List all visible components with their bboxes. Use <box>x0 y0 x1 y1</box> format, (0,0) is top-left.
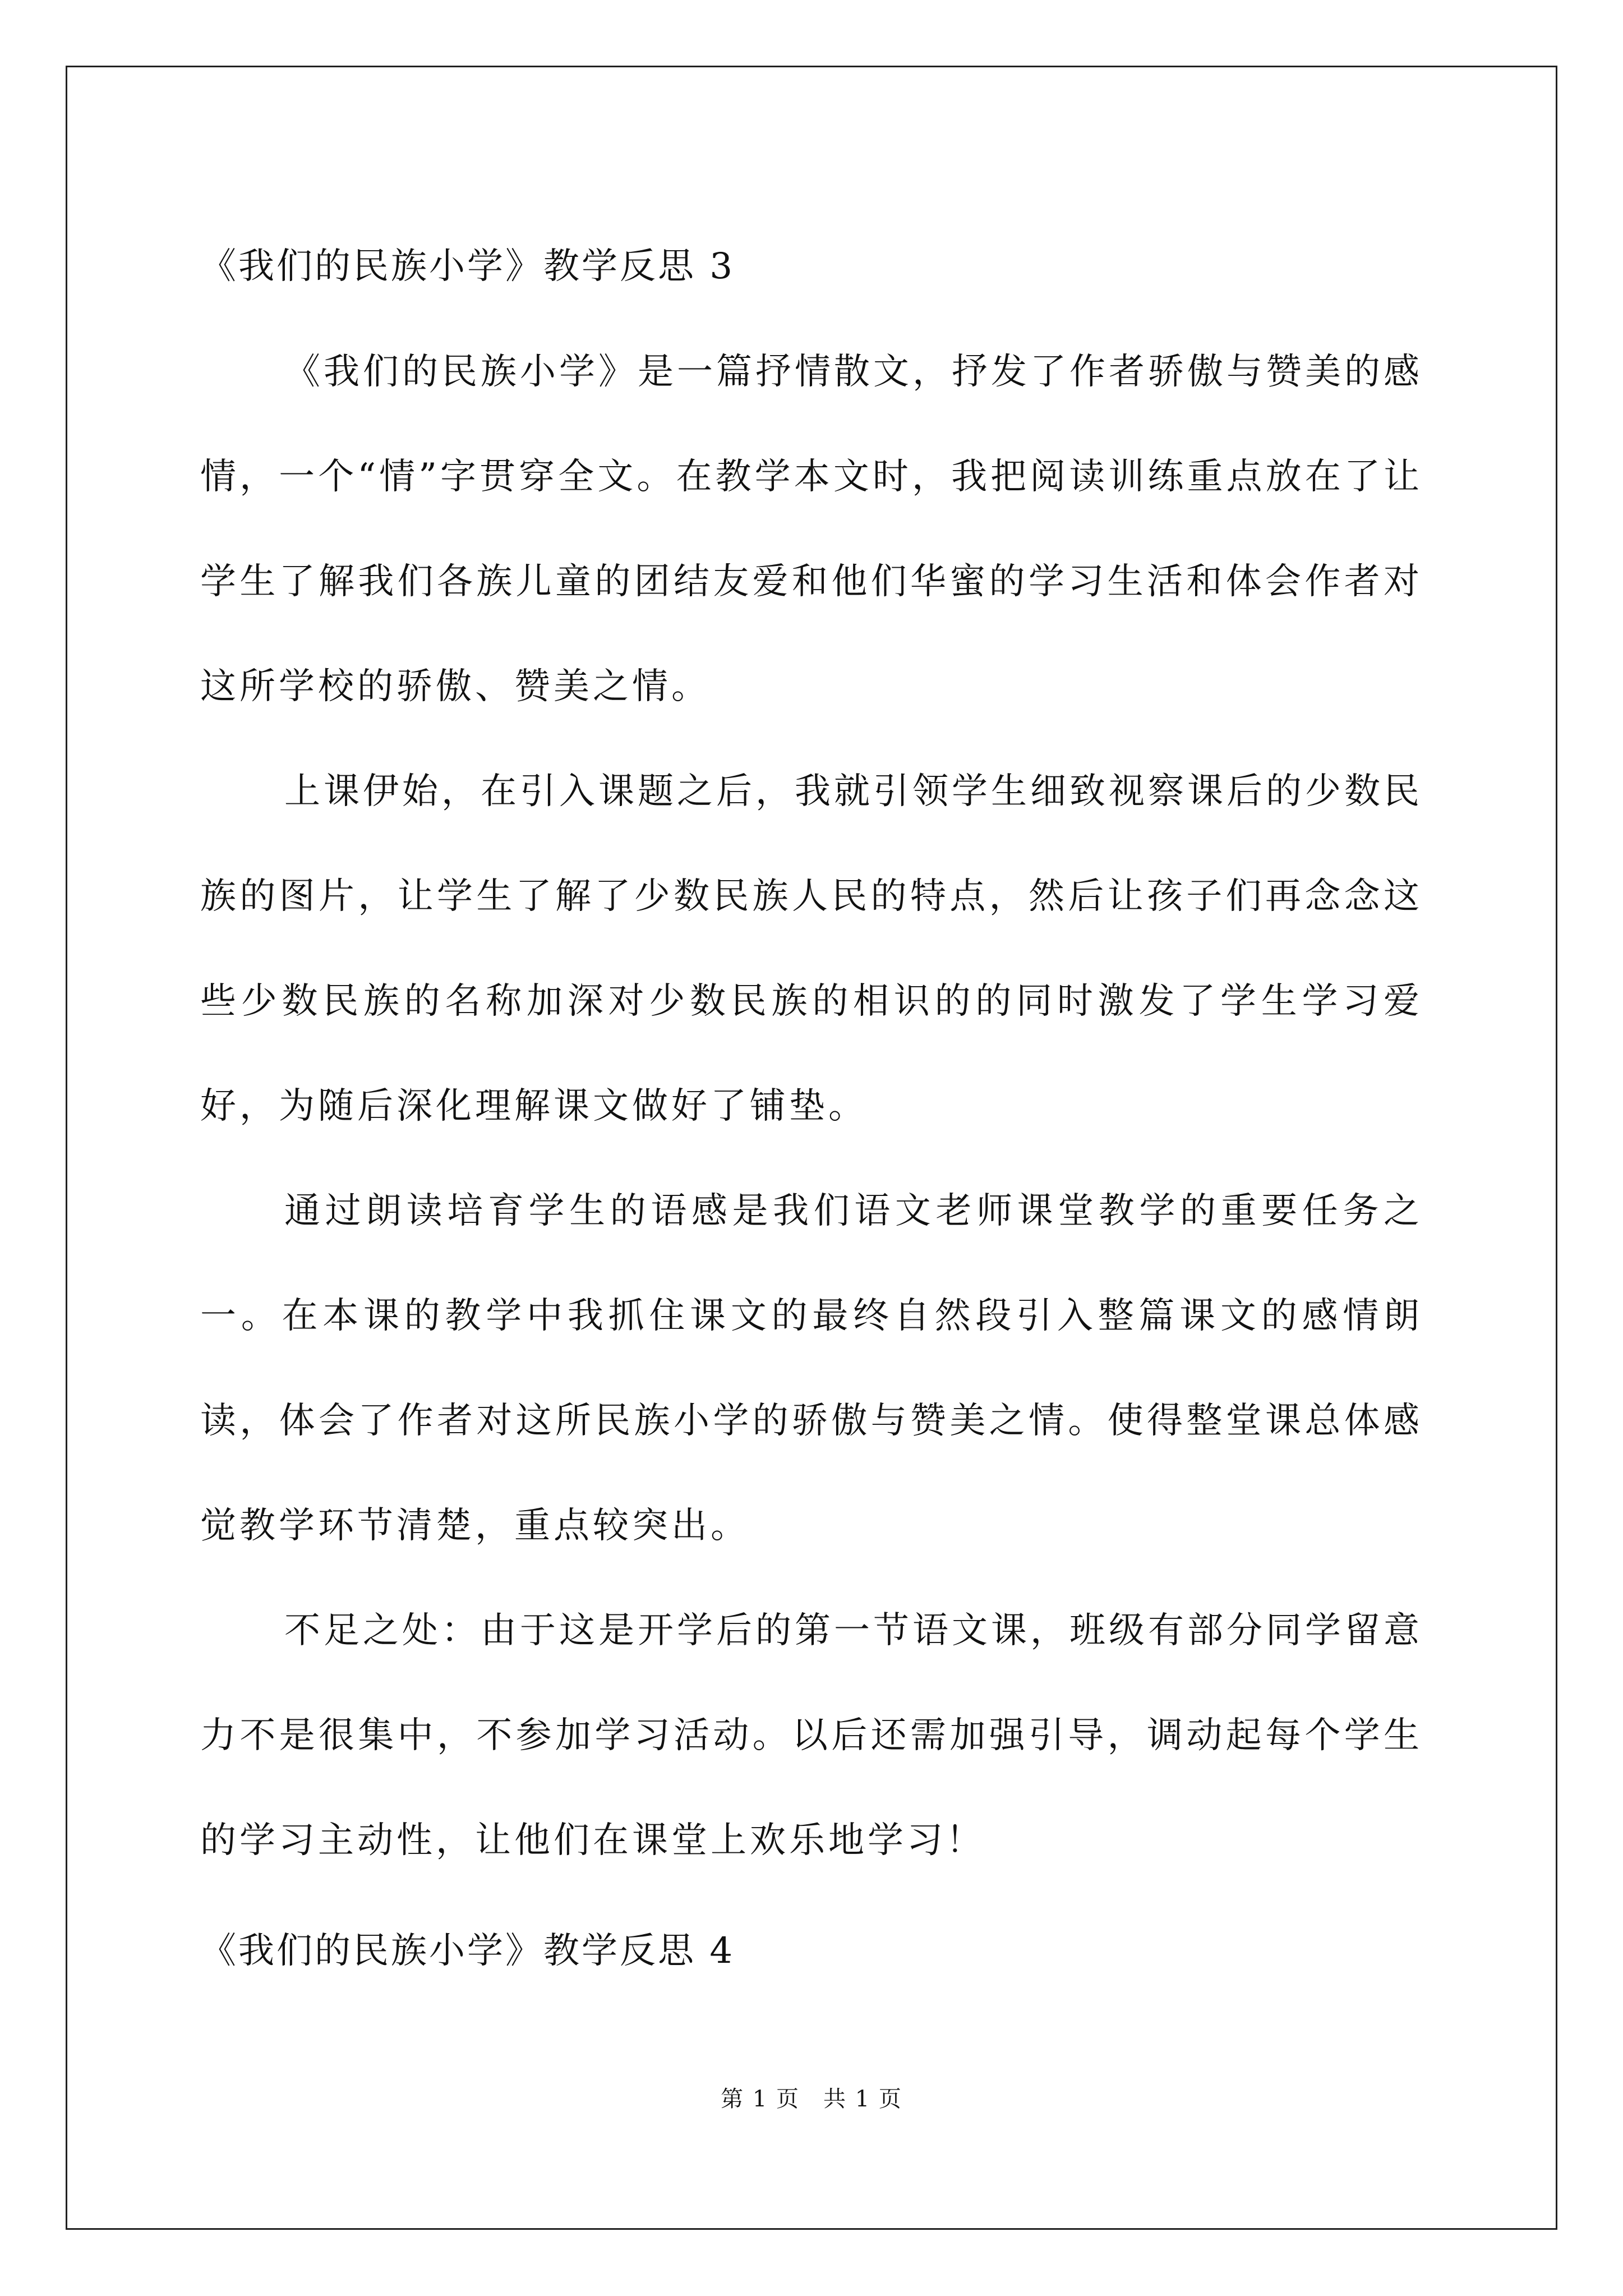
paragraph-1: 《我们的民族小学》是一篇抒情散文，抒发了作者骄傲与赞美的感情，一个“情”字贯穿全文。在教学本文时，我把阅读训练重点放在了让学生了解我们各族儿童的团结友爱和他们华蜜的学习生活和体会作者对这所学校的骄傲、赞美之情。 <box>200 351 1423 707</box>
document-body <box>200 213 1423 2004</box>
paragraph-2: 上课伊始，在引入课题之后，我就引领学生细致视察课后的少数民族的图片，让学生了解了少数民族人民的特点，然后让孩子们再念念这些少数民族的名称加深对少数民族的相识的的同时激发了学生学习爱好，为随后深化理解课文做好了铺垫。 <box>200 771 1423 1127</box>
section-heading-4: 《我们的民族小学》教学反思 4 <box>200 1930 735 1972</box>
paragraph-3: 通过朗读培育学生的语感是我们语文老师课堂教学的重要任务之一。在本课的教学中我抓住课文的最终自然段引入整篇课文的感情朗读，体会了作者对这所民族小学的骄傲与赞美之情。使得整堂课总体感觉教学环节清楚，重点较突出。 <box>200 1190 1423 1547</box>
section-heading-3: 《我们的民族小学》教学反思 3 <box>200 246 735 287</box>
page-number-footer: 第 1 页 共 1 页 <box>721 2086 902 2112</box>
paragraph-4: 不足之处：由于这是开学后的第一节语文课，班级有部分同学留意力不是很集中，不参加学习活动。以后还需加强引导，调动起每个学生的学习主动性，让他们在课堂上欢乐地学习！ <box>200 1610 1423 1861</box>
